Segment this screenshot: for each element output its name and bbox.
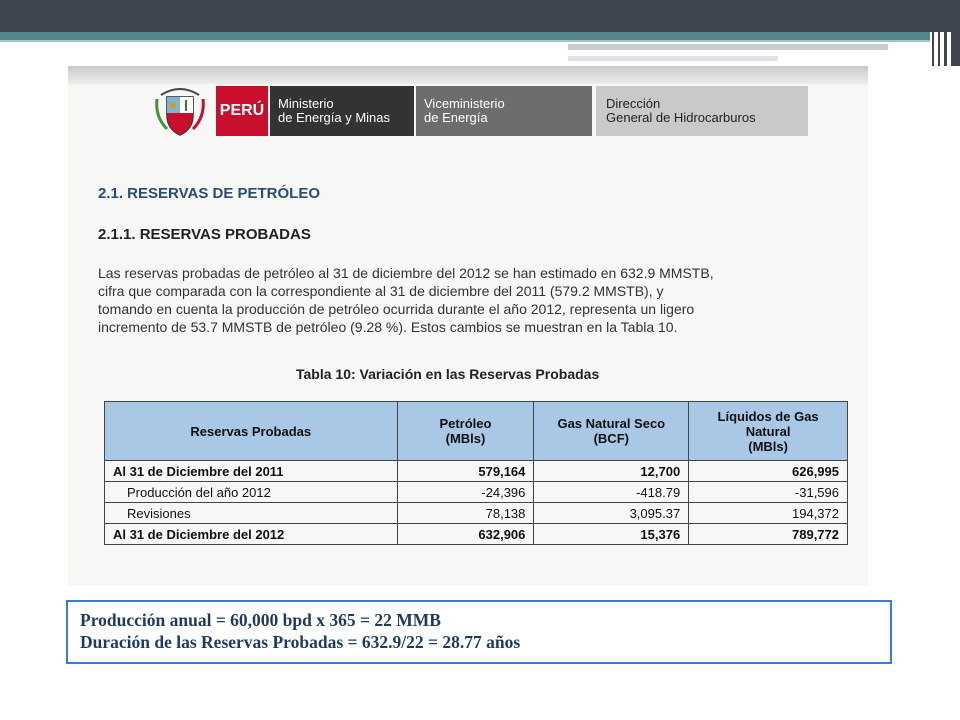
ministry-label: Ministerio de Energía y Minas [270,86,414,136]
table-row: Producción del año 2012 -24,396 -418.79 -31,596 [105,482,848,503]
table-row: Al 31 de Diciembre del 2011 579,164 12,700 626,995 [105,461,848,482]
section-title: 2.1. RESERVAS DE PETRÓLEO [98,185,321,202]
accent-bar-thin [0,40,930,42]
header-liquidos: Líquidos de Gas Natural (MBls) [689,402,848,461]
header-reservas: Reservas Probadas [105,402,398,461]
direction-label: Dirección General de Hidrocarburos [596,86,808,136]
top-title-bar [0,0,960,32]
decor-line [568,44,888,50]
summary-line-duration: Duración de las Reservas Probadas = 632.9/22 = 28.77 años [80,632,521,652]
header-petroleo: Petróleo (MBls) [397,402,534,461]
vice-ministry-label: Viceministerio de Energía [416,86,592,136]
peru-coat-of-arms-icon [153,85,207,137]
reserves-table [104,401,848,545]
table-caption: Tabla 10: Variación en las Reservas Probadas [296,366,600,382]
corner-decoration [932,0,960,66]
summary-line-production: Producción anual = 60,000 bpd x 365 = 22 MMB [80,610,441,630]
section-subtitle: 2.1.1. RESERVAS PROBADAS [98,226,311,243]
body-paragraph: Las reservas probadas de petróleo al 31 de diciembre del 2012 se han estimado en 632.9 MMSTB, cifra que comparada con la correspondiente al 31 de diciembre del 2011 (579.2 MMSTB), y tomando en cuenta la producción de petróleo ocurrida durante el año 2012, representa un ligero incremento de 53.7 MMSTB de petróleo (9.28 %). Estos cambios se muestran en la Tabla 10. [98,265,714,335]
header-gas: Gas Natural Seco (BCF) [534,402,689,461]
table-header-row [105,402,848,461]
table-row: Revisiones 78,138 3,095.37 194,372 [105,503,848,524]
summary-box [66,600,892,664]
peru-label: PERÚ [216,86,268,136]
accent-bar [0,32,930,40]
decor-line [568,56,778,61]
table-row: Al 31 de Diciembre del 2012 632,906 15,376 789,772 [105,524,848,545]
scan-edge [68,66,868,84]
